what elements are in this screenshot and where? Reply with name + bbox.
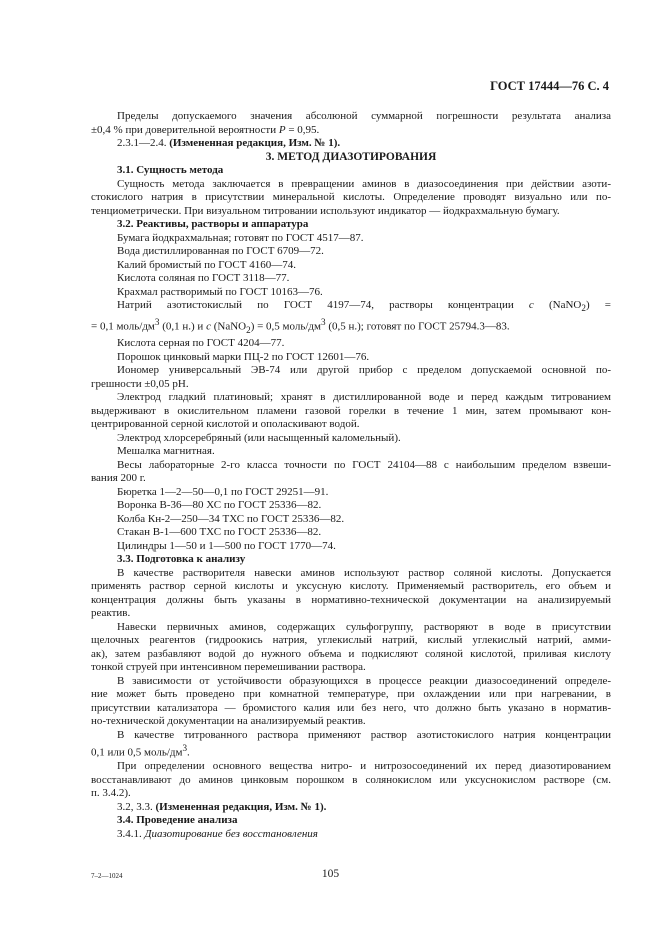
print-code: 7–2—1024 [91,872,123,880]
reagent-item: вания 200 г. [91,472,146,485]
paragraph-line: щелочных реагентов (гидроокись натрия, углекислый натрий, кислый углекислый натрий, амми- [91,634,611,647]
reagent-item: Кислота серная по ГОСТ 4204—77. [117,337,285,350]
reagent-item: Цилиндры 1—50 и 1—500 по ГОСТ 1770—74. [117,539,336,552]
subsection-heading: 3.2. Реактивы, растворы и аппаратура [117,218,309,230]
amendment-note: 2.3.1—2.4. (Измененная редакция, Изм. № 1). [117,137,341,149]
subsection-heading: 3.3. Подготовка к анализу [117,553,246,566]
reagent-item: центрированной серной кислотой и ополаскивают водой. [91,418,360,431]
subsection-heading: 3.4. Проведение анализа [117,814,238,827]
reagent-item: Бумага йодкрахмальная; готовят по ГОСТ 4517—87. [117,231,364,244]
paragraph-line: При определении основного вещества нитро- и нитрозосоединений их перед диазотированием [117,760,611,773]
paragraph-line: ние может быть проведено при комнатной температуре, при охлаждении или при нагревании, в [91,688,611,701]
paragraph-line: Навески первичных аминов, содержащих сульфогруппу, растворяют в воде в присутствии [117,620,611,633]
paragraph-line: В качестве растворителя навески аминов используют раствор соляной кислоты. Допускается [117,566,611,579]
paragraph-line: тонкой струей при интенсивном перемешивании раствора. [91,661,366,674]
reagent-item: Колба Кн-2—250—34 ТХС по ГОСТ 25336—82. [117,512,345,525]
paragraph-line: 3.4.1. Диазотирование без восстановления [117,827,318,840]
amendment-note: 3.2, 3.3. (Измененная редакция, Изм. № 1). [117,800,327,813]
paragraph-line: Сущность метода заключается в превращении аминов в диазосоединения при действии азоти- [117,177,611,190]
paragraph-line: 0,1 или 0,5 моль/$дм^3$. [91,743,190,759]
paragraph-line: п. 3.4.2). [91,787,131,800]
page-number: 105 [321,868,340,880]
reagent-item: Электрод гладкий платиновый; хранят в дистиллированной воде и перед каждым титрованием [117,391,611,404]
reagent-item: Стакан В-1—600 ТХС по ГОСТ 25336—82. [117,526,322,539]
paragraph-line: реактив. [91,607,131,620]
paragraph-line: Пределы допускаемого значения абсолюной суммарной погрешности результата анализа [117,110,611,122]
reagent-item: Вода дистиллированная по ГОСТ 6709—72. [117,245,324,257]
subsection-heading: 3.1. Сущность метода [117,164,224,176]
paragraph-line: ак), затем разбавляют водой до нужного объема и подкисляют соляной кислотой, приливая кислоту [91,647,611,660]
page-body [91,110,611,841]
paragraph-line: присутствии катализатора — бромистого калия или без него, что должно быть указано в норматив- [91,701,611,714]
paragraph-line: концентрация должны быть указаны в нормативно-технической документации на анализируемый [91,593,611,606]
paragraph-line: восстанавливают до аминов цинковым порошком в солянокислом или уксуснокислом растворе (см. [91,773,611,786]
reagent-item: Электрод хлорсеребряный (или насыщенный каломельный). [117,431,401,444]
document-header: ГОСТ 17444—76 С. 4 [490,79,609,93]
paragraph-line: стокислого натрия в присутствии минеральной кислоты. Определение проводят визуально или по- [91,191,611,203]
reagent-item: Калий бромистый по ГОСТ 4160—74. [117,258,296,271]
reagent-item: Бюретка 1—2—50—0,1 по ГОСТ 29251—91. [117,485,329,498]
paragraph-line: но-технической документации на анализируемый реактив. [91,715,366,728]
reagent-item: Крахмал растворимый по ГОСТ 10163—76. [117,285,323,298]
reagent-item: Кислота соляная по ГОСТ 3118—77. [117,272,290,284]
reagent-item: выдерживают в окислительном пламени газовой горелки в течение 1 мин, затем промывают кон- [91,404,611,417]
reagent-item: Натрий азотистокислый по ГОСТ 4197—74, растворы концентрации c (NaNO$_2$) = [117,299,611,314]
reagent-item: Весы лабораторные 2-го класса точности по ГОСТ 24104—88 с наибольшим пределом взвеши- [117,458,611,471]
paragraph-line: применять раствор серной кислоты и уксусную кислоту. Применяемый растворитель, его объем и [91,580,611,593]
reagent-item: Воронка В-36—80 ХС по ГОСТ 25336—82. [117,499,322,512]
reagent-item: Порошок цинковый марки ПЦ-2 по ГОСТ 12601—76. [117,350,370,363]
paragraph-line: В зависимости от устойчивости образующихся в процессе реакции диазосоединений определе- [117,674,611,687]
paragraph-line: ±0,4 % при доверительной вероятности P = 0,95. [91,123,320,136]
section-title: 3. МЕТОД ДИАЗОТИРОВАНИЯ [265,150,437,163]
paragraph-line: В качестве титрованного раствора применяют раствор азотистокислого натрия концентрации [117,728,611,741]
paragraph-line: тенциометрически. При визуальном титровании используют индикатор — йодкрахмальную бумагу. [91,204,560,217]
reagent-item: Иономер универсальный ЭВ-74 или другой прибор с пределом допускаемой основной по- [117,364,611,377]
reagent-item: = 0,1 моль/$дм^3$ (0,1 н.) и c (NaNO$_2$) = 0,5 моль/$дм^3$ (0,5 н.); готовят по ГОСТ 25794.3—83. [91,316,510,335]
reagent-item: Мешалка магнитная. [117,445,215,458]
reagent-item: грешности ±0,05 pH. [91,377,189,390]
